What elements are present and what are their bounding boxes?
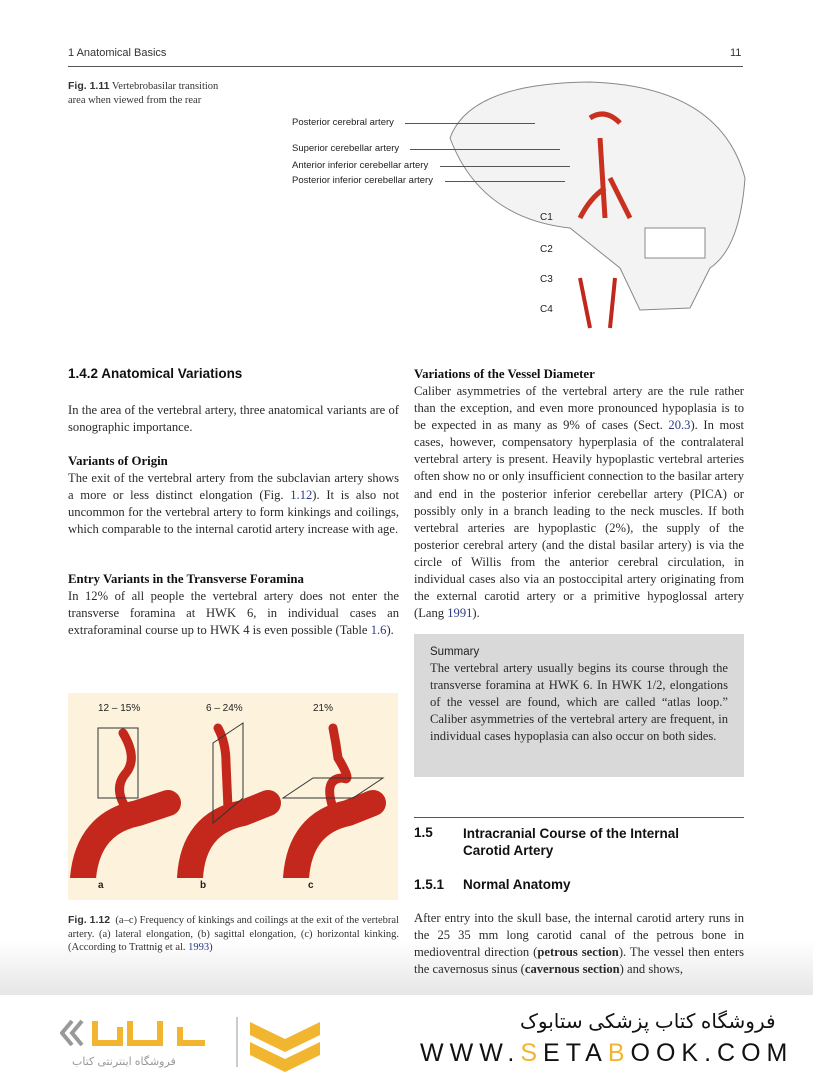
fig-link[interactable]: 1.12 [290,488,313,503]
website-url[interactable]: WWW.SETABOOK.COM [420,1039,794,1067]
percent-a: 12 – 15% [98,703,141,714]
running-header-chapter: 1 Anatomical Basics [68,47,167,59]
page-number: 11 [730,47,742,59]
ref-link[interactable]: 1991 [447,606,473,621]
label-posterior-cerebral: Posterior cerebral artery [292,117,394,128]
section-link[interactable]: 20.3 [668,418,691,433]
entry-paragraph: In 12% of all people the vertebral artery does not enter the transverse foramina at HWK 6, in individual cases an extraforaminal course up to HWK 4 is even possible (Table 1.6). [68,589,399,638]
footer-banner [0,995,813,1080]
header-rule [68,66,743,67]
percent-c: 21% [313,703,334,714]
summary-title: Summary [430,646,480,658]
setabook-logo-icon [60,1013,230,1053]
label-pica: Posterior inferior cerebellar artery [292,175,433,186]
vertebra-c3: C3 [540,274,553,285]
origin-paragraph: The exit of the vertebral artery from the subclavian artery shows a more or less distinct elongation (Fig. 1.12). It is also not uncommon for the vertebral artery to form kinkings and coilings, which comparable to the internal carotid artery increase with age. [68,471,399,537]
normal-anatomy-paragraph: After entry into the skull base, the internal carotid artery runs in the 25 35 mm long carotid canal of the petrous bone in medioventral direction (petrous section). The vessel then enters the cavernosus sinus (cavernous section) and shows, [414,911,744,977]
fig-1-11-illustration [440,78,750,333]
panel-c-label: c [308,880,314,891]
label-aica: Anterior inferior cerebellar artery [292,160,429,171]
chevron-logo-icon [245,1017,325,1072]
caption-text: Vertebrobasilar transition area when viewed from the rear [68,81,219,106]
panel-a-label: a [98,880,104,891]
section-title-1-5: Intracranial Course of the Internal Carotid Artery [463,826,680,858]
subheading-diameter: Variations of the Vessel Diameter [414,367,595,381]
intro-paragraph: In the area of the vertebral artery, three anatomical variants are of sonographic importance. [68,403,399,435]
section-title-1-5-1: Normal Anatomy [463,877,571,892]
figure-label: Fig. 1.11 [68,80,110,92]
section-title-1-4-2: 1.4.2 Anatomical Variations [68,366,243,381]
vertebra-c2: C2 [540,244,553,255]
label-superior-cerebellar: Superior cerebellar artery [292,143,400,154]
fig-1-12-illustration [68,693,398,900]
vertebra-c1: C1 [540,212,553,223]
vertebra-c4: C4 [540,304,553,315]
section-number-1-5: 1.5 [414,825,433,840]
subheading-origin: Variants of Origin [68,454,168,468]
logo-tagline: فروشگاه اینترنتی کتاب [72,1056,176,1068]
fig-1-11-caption [68,80,233,107]
section-rule [414,817,744,818]
ref-link[interactable]: 1993 [188,942,210,953]
summary-box [414,634,744,777]
table-link[interactable]: 1.6 [370,623,387,638]
summary-text: The vertebral artery usually begins its course through the transverse foramina at HWK 6. In HWK 1/2, elongations of the vessel are found, which are called “atlas loop.” Caliber asymmetries of the vertebral artery are frequent, in individual cases hypoplasia can also occur on both sides. [430,661,728,744]
fig-1-12-caption: Fig. 1.12 (a–c) Frequency of kinkings and coilings at the exit of the vertebral artery. (a) lateral elongation, (b) sagittal elongation, (c) horizontal kinking. (According to Trattnig et al. 1993) [68,914,400,953]
section-number-1-5-1: 1.5.1 [414,877,445,892]
shop-name: فروشگاه کتاب پزشکی ستابوک [520,1011,776,1033]
percent-b: 6 – 24% [206,703,243,714]
subheading-entry: Entry Variants in the Transverse Foramina [68,572,304,586]
diameter-paragraph: Caliber asymmetries of the vertebral artery are the rule rather than the exception, and even more pronounced hypoplasia is to be expected in as many as 9% of cases (Sect. 20.3). In most cases, however, compensatory hyperplasia of the contralateral vertebral artery is present. Heavily hypoplastic vertebral arteries often show no or only insufficient connection to the basilar artery and end in the posterior inferior cerebellar artery (PICA) or possibly only in a branch leading to the neck muscles. If both vertebral arteries are hypoplastic (2%), the supply of the posterior cerebral artery (and the distal basilar artery) is via the circle of Willis from the anterior cerebral circulation, in individual cases also via an postoccipital artery originating from the external carotid artery or a primitive hypoglossal artery (Lang 1991). [414,384,745,621]
panel-b-label: b [200,880,207,891]
